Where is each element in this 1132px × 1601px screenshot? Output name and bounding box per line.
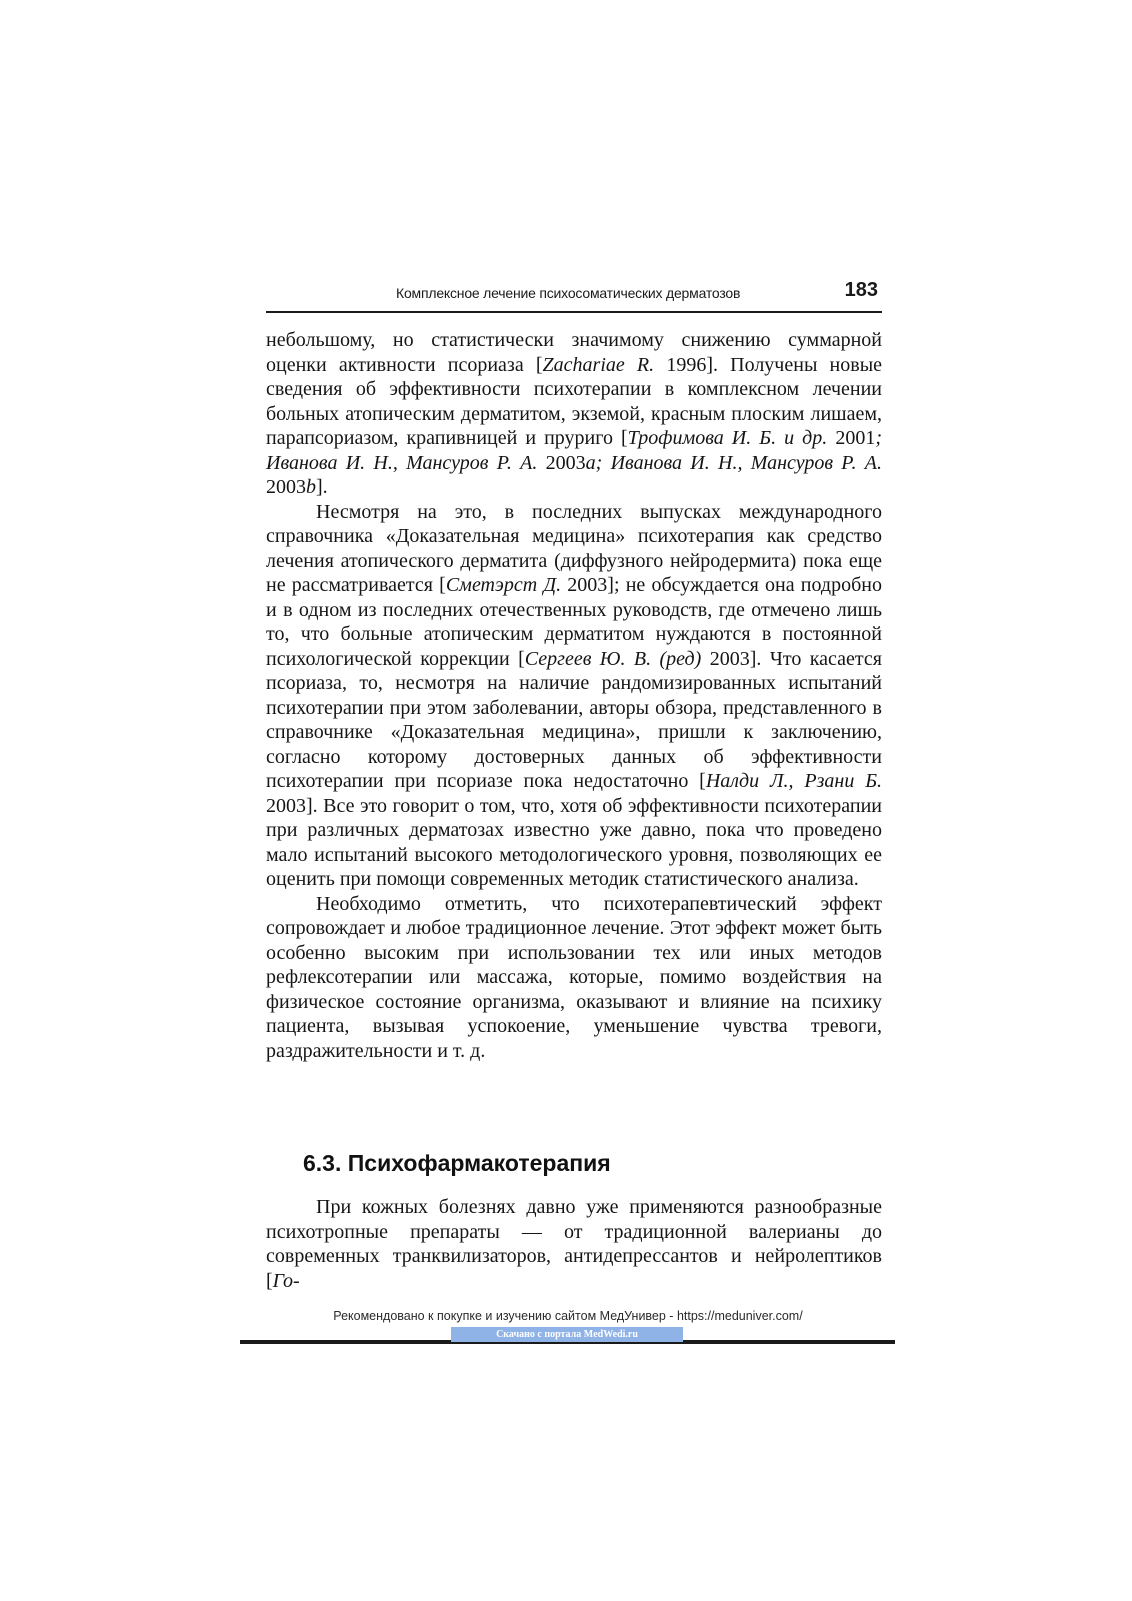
text-segment: Несмотря на это, в последних выпусках международного справочника «Доказательная медицина» психотерапия как средство лечения атопического дерматита (диффузного нейродермита) пока еще не рассматривается [ (266, 500, 882, 596)
text-segment: 2003]. Все это говорит о том, что, хотя об эффективности психотерапии при различных дерматозах известно уже давно, пока что проведено мало испытаний высокого методологического уровня, позволяющих ее оценить при помощи современных методик статистического анализа. (266, 794, 882, 890)
body-text (266, 328, 882, 1063)
citation-author: Го- (272, 1269, 300, 1292)
text-segment: При кожных болезнях давно уже применяются разнообразные психотропные препараты — от традиционной валерианы до современных транквилизаторов, антидепрессантов и нейролептиков [ (266, 1196, 882, 1292)
citation-author: Zachariae R. (542, 353, 655, 376)
section-paragraph (266, 1195, 882, 1293)
citation-author: Сергеев Ю. В. (ред) (524, 647, 702, 670)
recommendation-footer: Рекомендовано к покупке и изучению сайтом МедУнивер - https://meduniver.com/ (333, 1309, 803, 1323)
download-badge: Скачано с портала MedWedi.ru (451, 1327, 683, 1342)
text-segment: 2003 (266, 476, 306, 498)
citation-author: a; Иванова И. Н., Мансуров Р. А. (585, 451, 882, 474)
text-segment: 2003 (537, 451, 586, 474)
paragraph (266, 328, 882, 500)
paragraph (266, 892, 882, 1064)
citation-suffix: b (306, 476, 316, 498)
text-segment: небольшому, но статистически значимому снижению суммарной оценки активности псориаза [ (266, 329, 882, 376)
page-number: 183 (844, 279, 878, 301)
running-title: Комплексное лечение психосоматических дерматозов (396, 285, 741, 301)
paragraph (266, 500, 882, 892)
citation-author: Сметэрст Д. (445, 574, 562, 596)
text-segment: ]. (316, 476, 328, 498)
running-header (266, 279, 882, 313)
citation-author: Трофимова И. Б. и др. (627, 427, 828, 449)
citation-author: Налди Л., Рзани Б. (705, 770, 882, 792)
citation-author: ; Иванова И. Н., Мансуров Р. А. (266, 427, 882, 474)
section-heading: 6.3. Психофармакотерапия (303, 1150, 611, 1176)
text-segment: 2003]. Что касается псориаза, то, несмотря на наличие рандомизированных испытаний психотерапии при этом заболевании, авторы обзора, представленного в справочнике «Доказательная медицина», пришли к заключению, согласно которому достоверных данных об эффективности психотерапии при псориазе пока недостаточно [ (266, 647, 882, 792)
text-segment: 2001 (827, 427, 876, 449)
text-segment: 2003]; не обсуждается она подробно и в одном из последних отечественных руководств, где отмечено лишь то, что больные атопическим дерматитом нуждаются в постоянной психологической коррекции [ (266, 574, 882, 670)
text-segment: Необходимо отметить, что психотерапевтический эффект сопровождает и любое традиционное лечение. Этот эффект может быть особенно высоким при использовании тех или иных методов рефлексотерапии или массажа, которые, помимо воздействия на физическое состояние организма, оказывают и влияние на психику пациента, вызывая успокоение, уменьшение чувства тревоги, раздражительности и т. д. (266, 892, 882, 1062)
text-segment: 1996]. Получены новые сведения об эффективности психотерапии в комплексном лечении больных атопическим дерматитом, экземой, красным плоским лишаем, парапсориазом, крапивницей и пруриго [ (266, 353, 883, 449)
